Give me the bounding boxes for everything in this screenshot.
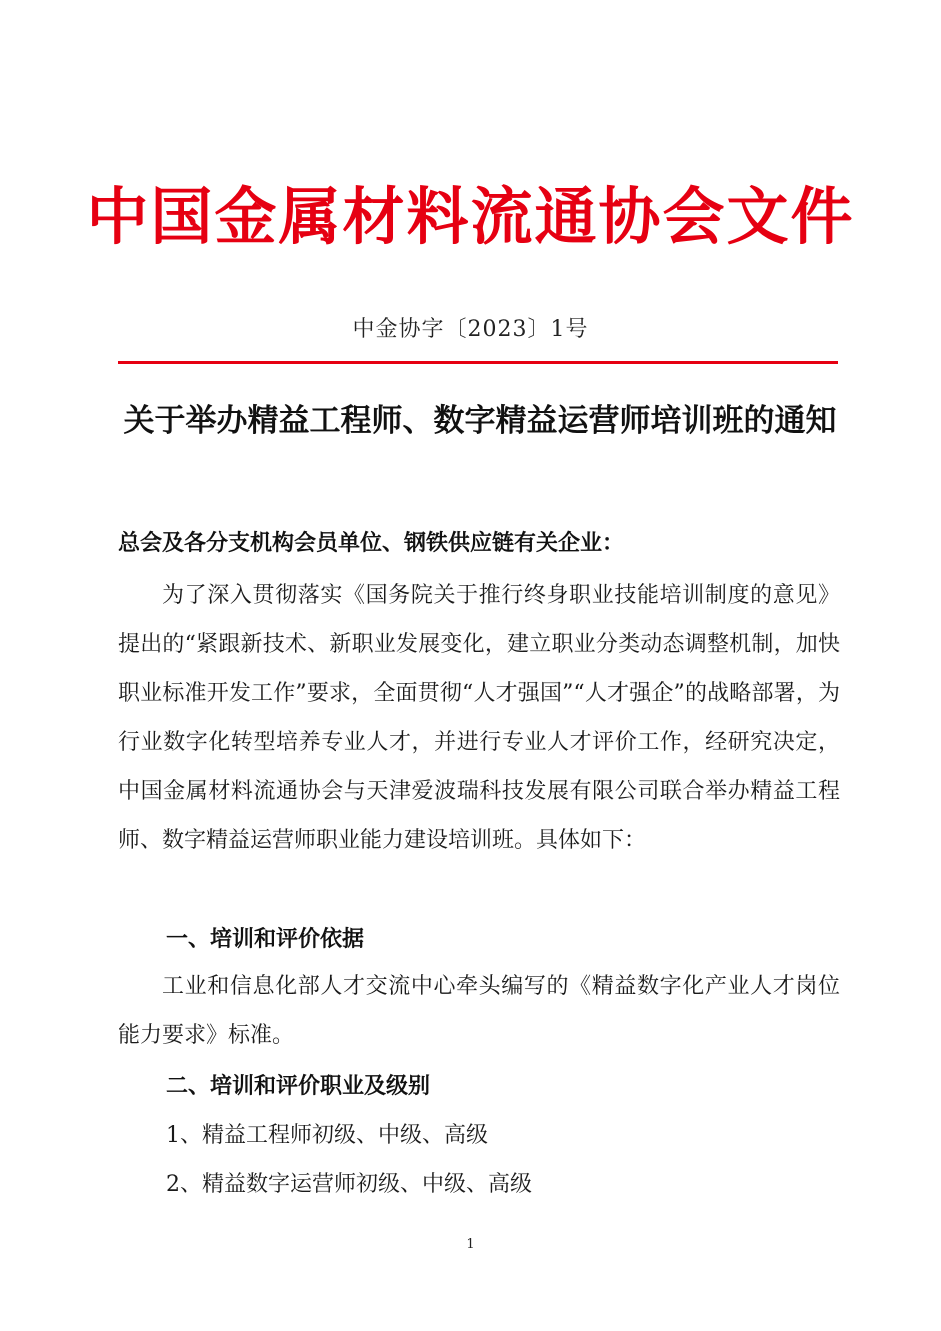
body-paragraph-intro: 为了深入贯彻落实《国务院关于推行终身职业技能培训制度的意见》 提出的“紧跟新技术、新职业发展变化，建立职业分类动态调整机制，加快职业标准开发工作”要求，全面贯彻“人才强国”“人才强企”的战略部署，为行业数字化转型培养专业人才，并进行专业人才评价工作，经研究决定，中国金属材料流通协会与天津爱波瑞科技发展有限公司联合举办精益工程师、数字精益运营师职业能力建设培训班。具体如下：	[118, 583, 840, 853]
document-masthead: 中国金属材料流通协会文件	[86, 180, 855, 253]
section-heading-levels: 二、培训和评价职业及级别	[166, 1074, 431, 1099]
body-paragraph-basis: 工业和信息化部人才交流中心牵头编写的《精益数字化产业人才岗位能力要求》标准。	[118, 974, 840, 1048]
document-number: 中金协字〔2023〕1号	[352, 317, 589, 342]
addressee-line: 总会及各分支机构会员单位、钢铁供应链有关企业：	[118, 531, 625, 556]
document-title: 关于举办精益工程师、数字精益运营师培训班的通知	[123, 403, 837, 439]
section-heading-basis: 一、培训和评价依据	[166, 927, 365, 952]
list-item-digital-operator: 2、精益数字运营师初级、中级、高级	[166, 1172, 532, 1197]
page-number: 1	[466, 1237, 475, 1252]
red-divider-line	[118, 361, 838, 364]
list-item-lean-engineer: 1、精益工程师初级、中级、高级	[166, 1123, 488, 1148]
